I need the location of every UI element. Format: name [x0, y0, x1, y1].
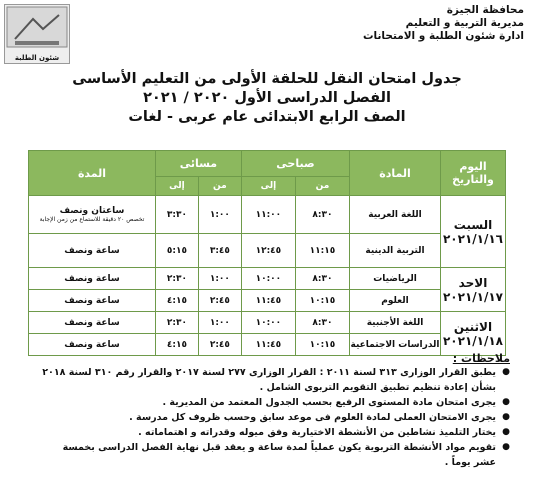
day-name: السبت: [453, 217, 493, 232]
morning-from-cell: ٨:٣٠: [295, 312, 349, 334]
duration-cell: ساعة ونصف: [29, 334, 156, 356]
list-item: ● يجرى امتحان مادة المستوى الرفيع بحسب الجدول المعتمد من المديرية .: [40, 395, 510, 410]
evening-from-cell: ١:٠٠: [198, 312, 241, 334]
day-name: الاثنين: [453, 319, 493, 334]
table-row: [29, 196, 506, 234]
list-item: ● تقويم مواد الأنشطة التربوية يكون عملياً لمدة ساعة و يعقد قبل نهاية الفصل الدراسى بخمسة عشر يوماً .: [40, 440, 510, 470]
morning-to-cell: ١٢:٤٥: [241, 234, 295, 268]
notes-list: [40, 365, 510, 470]
subject-cell: الدراسات الاجتماعية: [350, 334, 441, 356]
morning-from-cell: ٨:٣٠: [295, 268, 349, 290]
duration-cell: [29, 196, 156, 234]
evening-to-cell: ٤:١٥: [156, 334, 199, 356]
title-line-3: الصف الرابع الابتدائى عام عربى - لغات: [128, 109, 406, 125]
evening-to-cell: ٢:٣٠: [156, 312, 199, 334]
morning-to-cell: ١١:٤٥: [241, 334, 295, 356]
evening-from-cell: ١:٠٠: [198, 268, 241, 290]
government-header: [324, 4, 524, 43]
evening-from-cell: ٣:٤٥: [198, 234, 241, 268]
notes-title: ملاحظات :: [452, 352, 510, 365]
ministry-logo: [4, 4, 70, 64]
morning-to-cell: ١٠:٠٠: [241, 312, 295, 334]
subject-cell: الرياضيات: [350, 268, 441, 290]
day-date: ٢٠٢١/١/١٦: [442, 231, 504, 246]
table-row: [29, 312, 506, 334]
duration-text: ساعتان ونصف: [59, 206, 125, 216]
logo-text: شئون الطلبة: [14, 54, 60, 62]
day-cell: [441, 312, 506, 356]
list-item: ● يختار التلميذ نشاطين من الأنشطة الاختيارية وفق ميوله وقدراته و اهتماماته .: [40, 425, 510, 440]
header-evening-from: من: [198, 177, 241, 196]
header-day: اليوم والتاريخ: [441, 151, 506, 196]
header-duration: المدة: [29, 151, 156, 196]
governorate-label: محافظة الجيزة: [446, 4, 524, 16]
header-subject: المادة: [350, 151, 441, 196]
morning-from-cell: ١١:١٥: [295, 234, 349, 268]
duration-note: تخصص ٢٠ دقيقة للاستماع من زمن الإجابة: [39, 216, 145, 223]
notes-section: [40, 352, 510, 470]
table-row: [29, 234, 506, 268]
header-morning-from: من: [295, 177, 349, 196]
list-item: ● يجرى الامتحان العملى لمادة العلوم فى موعد سابق وحسب ظروف كل مدرسة .: [40, 410, 510, 425]
duration-cell: ساعة ونصف: [29, 268, 156, 290]
header-evening: مسائى: [156, 151, 242, 177]
subject-cell: التربية الدينية: [350, 234, 441, 268]
title-line-1: جدول امتحان النقل للحلقة الأولى من التعليم الأساسى: [72, 71, 462, 87]
duration-cell: ساعة ونصف: [29, 290, 156, 312]
day-cell: [441, 196, 506, 268]
department-label: ادارة شئون الطلبة و الامتحانات: [363, 30, 524, 42]
day-cell: [441, 268, 506, 312]
evening-to-cell: ٢:٣٠: [156, 268, 199, 290]
header-morning-to: إلى: [241, 177, 295, 196]
list-item: ● يطبق القرار الوزارى ٣١٣ لسنة ٢٠١١ : القرار الوزارى ٢٧٧ لسنة ٢٠١٧ والقرار رقم ٣١٠ لسنة ٢٠١٨ بشأن إعادة تنظيم تطبيق التقويم التربوى الشامل .: [40, 365, 510, 395]
morning-from-cell: ٨:٣٠: [295, 196, 349, 234]
subject-cell: اللغة الأجنبية: [350, 312, 441, 334]
day-name: الاحد: [458, 275, 488, 290]
duration-cell: ساعة ونصف: [29, 312, 156, 334]
exam-schedule-table: [28, 150, 506, 356]
title-block: [60, 70, 474, 127]
table-row: [29, 290, 506, 312]
header-morning: صباحى: [241, 151, 349, 177]
header-evening-to: إلى: [156, 177, 199, 196]
morning-from-cell: ١٠:١٥: [295, 290, 349, 312]
evening-from-cell: ٢:٤٥: [198, 334, 241, 356]
duration-cell: ساعة ونصف: [29, 234, 156, 268]
table-row: [29, 268, 506, 290]
morning-from-cell: ١٠:١٥: [295, 334, 349, 356]
morning-to-cell: ١٠:٠٠: [241, 268, 295, 290]
subject-cell: اللغة العربية: [350, 196, 441, 234]
evening-to-cell: ٣:٣٠: [156, 196, 199, 234]
morning-to-cell: ١١:٤٥: [241, 290, 295, 312]
directorate-label: مديرية التربية و التعليم: [405, 17, 524, 29]
day-date: ٢٠٢١/١/١٨: [442, 333, 504, 348]
evening-to-cell: ٤:١٥: [156, 290, 199, 312]
subject-cell: العلوم: [350, 290, 441, 312]
morning-to-cell: ١١:٠٠: [241, 196, 295, 234]
evening-to-cell: ٥:١٥: [156, 234, 199, 268]
day-date: ٢٠٢١/١/١٧: [442, 289, 504, 304]
title-line-2: الفصل الدراسى الأول ٢٠٢٠ / ٢٠٢١: [143, 90, 391, 106]
evening-from-cell: ١:٠٠: [198, 196, 241, 234]
evening-from-cell: ٢:٤٥: [198, 290, 241, 312]
